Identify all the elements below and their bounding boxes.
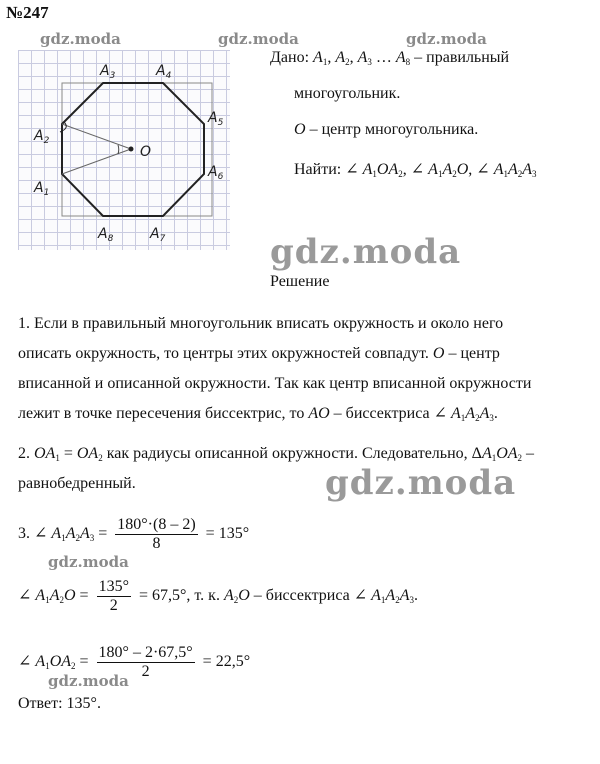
segment-a2-o	[62, 124, 131, 149]
label-a7: $A_7$	[150, 226, 166, 244]
para-3-line-2: ∠ $A_1A_2O$ = $\frac{135^\circ}{2}$ = 67,5°, т. к. $A_2O$ – биссектриса ∠ $A_1A_2A_3$.	[18, 578, 418, 614]
given-line-1: Дано: $A_1$, $A_2$, $A_3$ … $A_8$ – правильный	[270, 49, 510, 67]
watermark: gdz.moda	[48, 672, 129, 690]
label-a4: $A_4$	[156, 63, 172, 81]
watermark: gdz.moda	[218, 30, 299, 48]
para-2-line-2: равнобедренный.	[18, 475, 136, 492]
para-2-line-1: 2. $OA_1 = OA_2$ как радиусы описанной окружности. Следовательно, $\Delta A_1OA_2$ –	[18, 445, 535, 463]
label-a1: $A_1$	[34, 180, 50, 198]
para-1-line-3: вписанной и описанной окружности. Так как центр вписанной окружности	[18, 375, 532, 392]
para-1-line-4: лежит в точке пересечения биссектрис, то AO – биссектриса ∠ $A_1A_2A_3$.	[18, 405, 498, 423]
angle-arc	[118, 145, 119, 154]
find-line: Найти: ∠ $A_1OA_2$, ∠ $A_1A_2O$, ∠ $A_1A_2A_3$	[294, 161, 537, 179]
watermark: gdz.moda	[406, 30, 487, 48]
label-o: O	[140, 144, 152, 160]
para-1-line-2: описать окружность, то центры этих окружностей совпадут. O – центр	[18, 345, 500, 362]
watermark: gdz.moda	[325, 463, 517, 503]
label-a5: $A_5$	[208, 110, 224, 128]
given-line-2: многоугольник.	[294, 85, 401, 102]
watermark: gdz.moda	[48, 553, 129, 571]
para-1-line-1: 1. Если в правильный многоугольник вписать окружность и около него	[18, 315, 504, 332]
solution-heading: Решение	[270, 273, 330, 290]
label-a6: $A_6$	[208, 164, 224, 182]
label-a8: $A_8$	[98, 226, 114, 244]
label-a2: $A_2$	[34, 128, 50, 146]
watermark: gdz.moda	[40, 30, 121, 48]
octagon-figure	[0, 0, 260, 260]
para-3-line-3: ∠ $A_1OA_2$ = $\frac{180^\circ - 2\cdot 67,5^\circ}{2}$ = 22,5°	[18, 644, 251, 680]
watermark: gdz.moda	[270, 232, 462, 272]
problem-number: №247	[6, 3, 49, 22]
given-line-3: O – центр многоугольника.	[294, 121, 479, 138]
answer: Ответ: 135°.	[18, 695, 101, 712]
center-point	[129, 147, 134, 152]
para-3-line-1: 3. ∠ $A_1A_2A_3$ = $\frac{180^\circ\cdot(8 - 2)}{8}$ = 135°	[18, 516, 250, 552]
label-a3: $A_3$	[100, 63, 116, 81]
segment-a1-o	[62, 149, 131, 174]
